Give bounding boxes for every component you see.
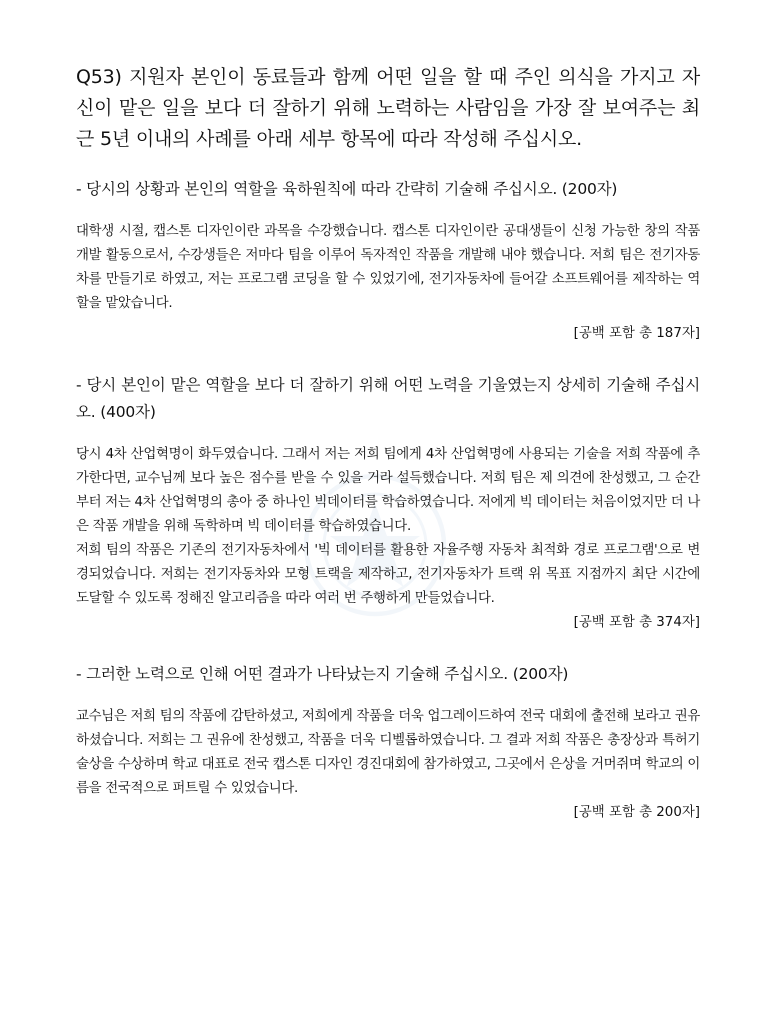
section-prompt: - 당시의 상황과 본인의 역할을 육하원칙에 따라 간략히 기술해 주십시오. (200자) [76,180,618,198]
document-page [76,62,700,851]
section-result [76,661,700,825]
section-prompt: - 그러한 노력으로 인해 어떤 결과가 나타났는지 기술해 주십시오. (200자) [76,665,569,683]
answer-paragraph: 저희 팀의 작품은 기존의 전기자동차에서 '빅 데이터를 활용한 자율주행 자동차 최적화 경로 프로그램'으로 변경되었습니다. 저희는 전기자동차와 모형 트랙을 제작하고, 전기자동차가 트랙 위 목표 지점까지 최단 시간에 도달할 수 있도록 정해진 알고리즘을 따라 여러 번 주행하게 만들었습니다. [76,543,700,606]
character-count: [공백 포함 총 187자] [573,326,700,341]
section-effort [76,372,700,635]
answer-paragraph: 당시 4차 산업혁명이 화두였습니다. 그래서 저는 저희 팀에게 4차 산업혁명에 사용되는 기술을 저희 작품에 추가한다면, 교수님께 보다 높은 점수를 받을 수 있을 거라 설득했습니다. 저희 팀은 제 의견에 찬성했고, 그 순간부터 저는 4차 산업혁명의 총아 중 하나인 빅데이터를 학습하였습니다. 저에게 빅 데이터는 처음이었지만 더 나은 작품 개발을 위해 독학하며 빅 데이터를 학습하였습니다. [76,447,700,534]
section-situation [76,176,700,346]
character-count: [공백 포함 총 374자] [573,615,700,630]
character-count: [공백 포함 총 200자] [573,805,700,820]
section-prompt: - 당시 본인이 맡은 역할을 보다 더 잘하기 위해 어떤 노력을 기울였는지 상세히 기술해 주십시오. (400자) [76,376,700,421]
answer-paragraph: 교수님은 저희 팀의 작품에 감탄하셨고, 저희에게 작품을 더욱 업그레이드하여 전국 대회에 출전해 보라고 권유하셨습니다. 저희는 그 권유에 찬성했고, 작품을 더욱 디벨롭하였습니다. 그 결과 저희 작품은 총장상과 특허기술상을 수상하며 학교 대표로 전국 캡스톤 디자인 경진대회에 참가하였고, 그곳에서 은상을 거머쥐며 학교의 이름을 전국적으로 퍼트릴 수 있었습니다. [76,709,700,796]
question-text: Q53) 지원자 본인이 동료들과 함께 어떤 일을 할 때 주인 의식을 가지고 자신이 맡은 일을 보다 더 잘하기 위해 노력하는 사람임을 가장 잘 보여주는 최근 5년 이내의 사례를 아래 세부 항목에 따라 작성해 주십시오. [76,66,700,150]
answer-paragraph: 대학생 시절, 캡스톤 디자인이란 과목을 수강했습니다. 캡스톤 디자인이란 공대생들이 신청 가능한 창의 작품 개발 활동으로서, 수강생들은 저마다 팀을 이루어 독자적인 작품을 개발해 내야 했습니다. 저희 팀은 전기자동차를 만들기로 하였고, 저는 프로그램 코딩을 할 수 있었기에, 전기자동차에 들어갈 소프트웨어를 제작하는 역할을 맡았습니다. [76,224,700,311]
